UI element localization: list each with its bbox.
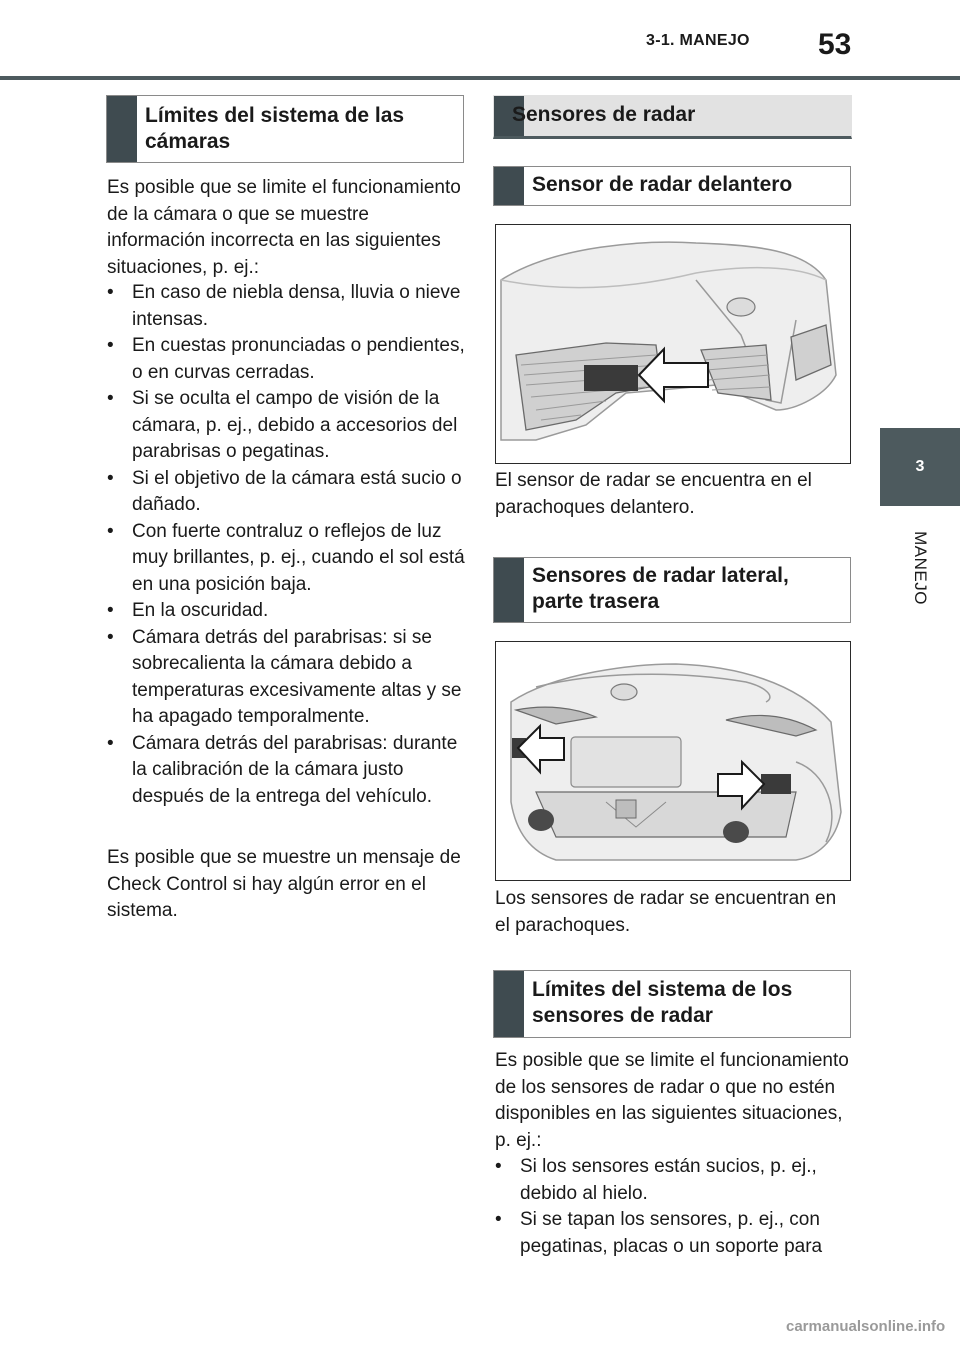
camera-limits-heading: Límites del sistema de las cámaras bbox=[145, 104, 405, 153]
page-number: 53 bbox=[818, 28, 852, 61]
radar-limits-heading-box bbox=[493, 970, 851, 1038]
radar-limits-intro: Es posible que se limite el funcionamiento de los sensores de radar o que no estén disponibles en las siguientes situaciones, p. ej.: bbox=[495, 1050, 849, 1151]
radar-limits-heading: Límites del sistema de los sensores de radar bbox=[532, 978, 793, 1027]
list-item: • Cámara detrás del parabrisas: durante la calibración de la cámara justo después de la entrega del vehículo. bbox=[107, 731, 467, 811]
watermark: carmanualsonline.info bbox=[786, 1318, 946, 1335]
list-item: • Cámara detrás del parabrisas: si se sobrecalienta la cámara debido a temperaturas excesivamente altas y se ha apagado temporalmente. bbox=[107, 625, 467, 731]
radar-section-heading: Sensores de radar bbox=[512, 103, 696, 126]
heading-bar bbox=[494, 558, 524, 622]
list-item: • En la oscuridad. bbox=[107, 598, 467, 625]
rear-bumper-illustration bbox=[495, 641, 851, 881]
radar-limits-list bbox=[495, 1154, 855, 1260]
front-bumper-illustration bbox=[495, 224, 851, 464]
header-rule bbox=[0, 76, 960, 80]
section-title: 3-1. MANEJO bbox=[646, 32, 750, 49]
list-item: • Si los sensores están sucios, p. ej., debido al hielo. bbox=[495, 1154, 855, 1207]
list-item: • Si se tapan los sensores, p. ej., con pegatinas, placas o un soporte para bbox=[495, 1207, 855, 1260]
list-item: • Si se oculta el campo de visión de la cámara, p. ej., debido a accesorios del parabrisas o pegatinas. bbox=[107, 386, 467, 466]
page-header bbox=[0, 0, 960, 80]
camera-limits-outro: Es posible que se muestre un mensaje de Check Control si hay algún error en el sistema. bbox=[107, 847, 461, 921]
heading-bar bbox=[107, 96, 137, 162]
camera-limits-list bbox=[107, 280, 467, 810]
chapter-tab: 3 bbox=[880, 428, 960, 506]
list-item: • En cuestas pronunciadas o pendientes, o en curvas cerradas. bbox=[107, 333, 467, 386]
rear-radar-heading-box bbox=[493, 557, 851, 623]
list-item: • Con fuerte contraluz o reflejos de luz muy brillantes, p. ej., cuando el sol está en una posición baja. bbox=[107, 519, 467, 599]
front-radar-caption: El sensor de radar se encuentra en el parachoques delantero. bbox=[495, 470, 812, 518]
heading-bar bbox=[494, 167, 524, 205]
camera-limits-intro: Es posible que se limite el funcionamiento de la cámara o que se muestre información incorrecta en las siguientes situaciones, p. ej.: bbox=[107, 177, 461, 278]
list-item: • En caso de niebla densa, lluvia o nieve intensas. bbox=[107, 280, 467, 333]
list-item: • Si el objetivo de la cámara está sucio o dañado. bbox=[107, 466, 467, 519]
rear-radar-caption: Los sensores de radar se encuentran en el parachoques. bbox=[495, 888, 837, 936]
radar-section-heading-box bbox=[493, 95, 852, 139]
front-radar-heading: Sensor de radar delantero bbox=[532, 173, 793, 196]
camera-limits-heading-box bbox=[106, 95, 464, 163]
front-radar-heading-box bbox=[493, 166, 851, 206]
heading-bar bbox=[494, 971, 524, 1037]
rear-radar-heading: Sensores de radar lateral, parte trasera bbox=[532, 564, 789, 613]
chapter-label: MANEJO bbox=[911, 531, 930, 605]
